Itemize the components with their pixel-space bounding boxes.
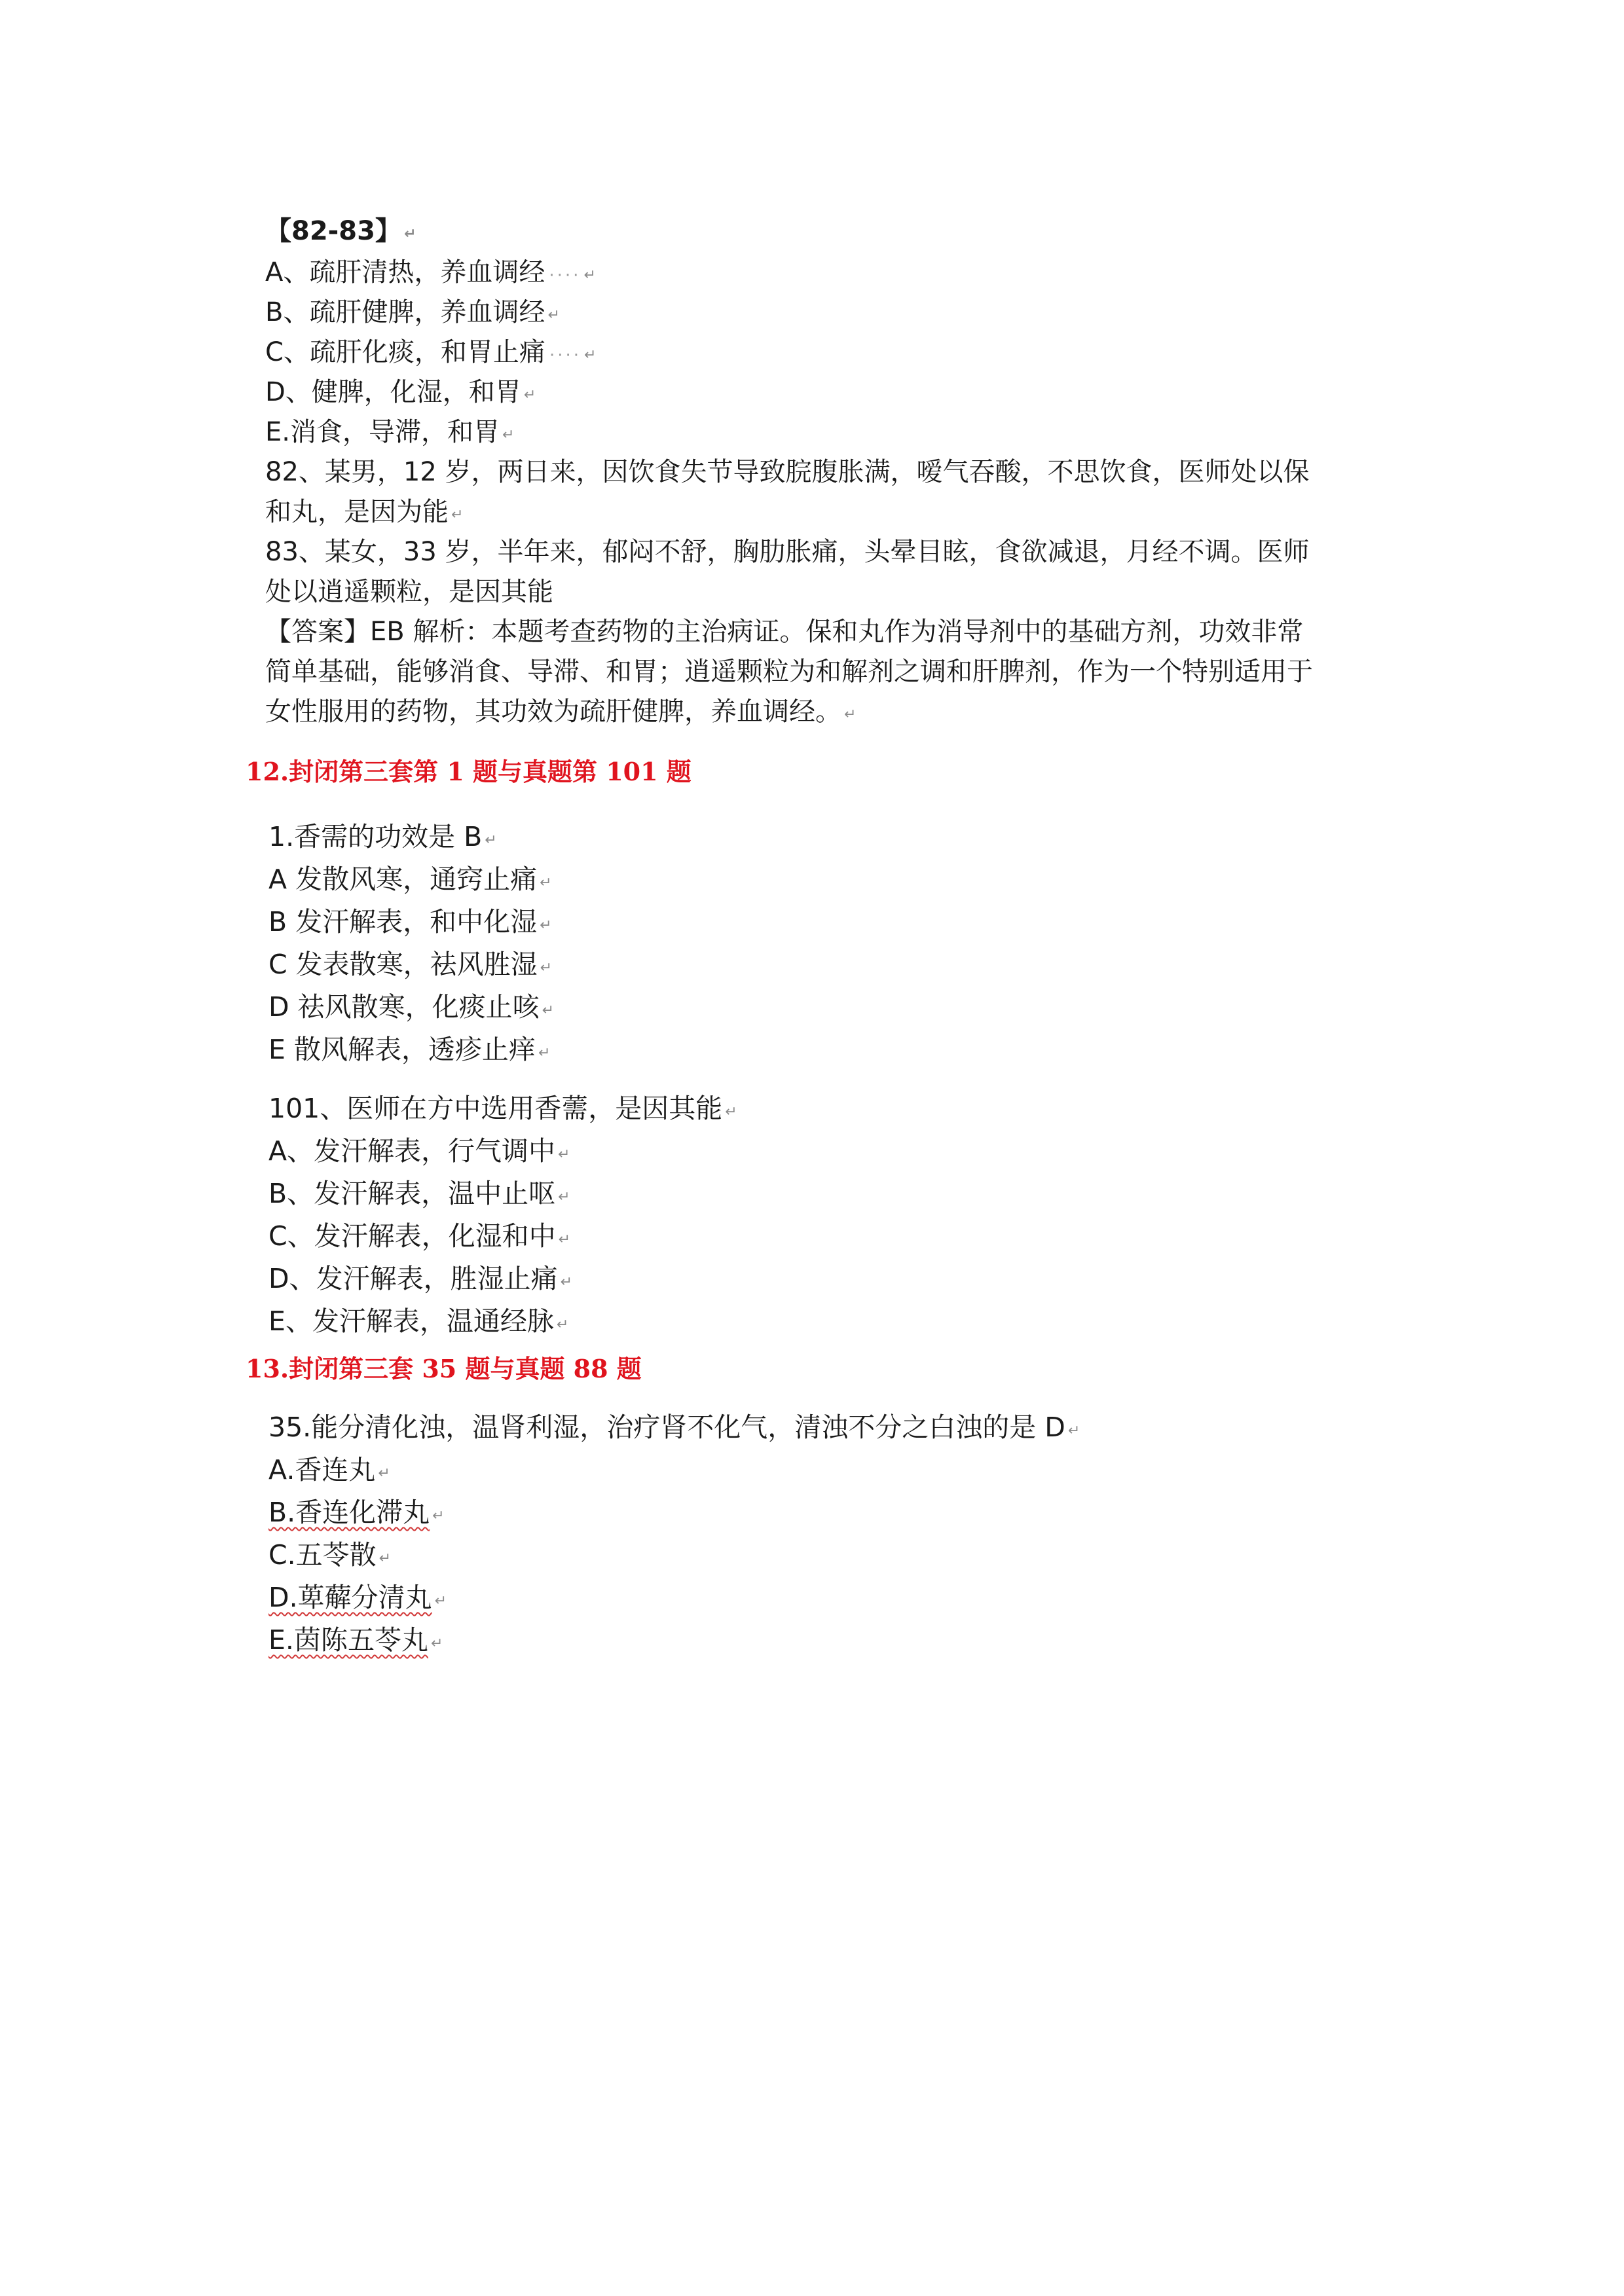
question-101: 101、医师在方中选用香薷，是因其能 ↵ — [268, 1095, 737, 1122]
question-82-line-1: 82、某男，12 岁，两日来，因饮食失节导致脘腹胀满，嗳气吞酸，不思饮食，医师处以保 — [265, 457, 1310, 487]
answer-line-3: 女性服用的药物，其功效为疏肝健脾，养血调经。 ↵ — [265, 699, 856, 725]
option-a: A.香连丸 ↵ — [268, 1457, 390, 1484]
option-e: E.茵陈五苓丸 ↵ — [268, 1627, 443, 1654]
option-b: B.香连化滞丸 ↵ — [268, 1499, 445, 1526]
section-heading-13: 13.封闭第三套 35 题与真题 88 题 — [246, 1354, 642, 1383]
option-101-e: E、发汗解表，温通经脉 ↵ — [268, 1308, 568, 1335]
option-c: C、疏肝化痰，和胃止痛 ···· ↵ — [265, 339, 596, 365]
option-b: B 发汗解表，和中化湿 ↵ — [268, 909, 552, 936]
option-d: D、健脾，化湿，和胃 ↵ — [265, 379, 536, 405]
option-101-c: C、发汗解表，化湿和中 ↵ — [268, 1223, 570, 1250]
option-d: D.萆薢分清丸 ↵ — [268, 1584, 447, 1611]
answer-line-1: 【答案】EB 解析：本题考查药物的主治病证。保和丸作为消导剂中的基础方剂，功效非常 — [265, 617, 1304, 647]
option-a: A、疏肝清热，养血调经 ···· ↵ — [265, 259, 596, 285]
question-83-line-1: 83、某女，33 岁，半年来，郁闷不舒，胸肋胀痛，头晕目眩，食欲减退，月经不调。医师 — [265, 537, 1310, 567]
option-e: E 散风解表，透疹止痒 ↵ — [268, 1036, 550, 1063]
question-1: 1.香需的功效是 B ↵ — [268, 824, 497, 850]
option-b: B、疏肝健脾，养血调经 ↵ — [265, 299, 560, 325]
option-101-a: A、发汗解表，行气调中 ↵ — [268, 1138, 570, 1165]
option-a: A 发散风寒，通窍止痛 ↵ — [268, 866, 552, 893]
option-d: D 祛风散寒，化痰止咳 ↵ — [268, 994, 554, 1021]
section-heading-12: 12.封闭第三套第 1 题与真题第 101 题 — [246, 757, 692, 786]
option-101-d: D、发汗解表，胜湿止痛 ↵ — [268, 1266, 572, 1292]
question-82-line-2: 和丸，是因为能 ↵ — [265, 499, 463, 525]
answer-line-2: 简单基础，能够消食、导滞、和胃；逍遥颗粒为和解剂之调和肝脾剂，作为一个特别适用于 — [265, 657, 1313, 687]
question-83-line-2: 处以逍遥颗粒，是因其能 — [265, 577, 553, 607]
option-e: E.消食，导滞，和胃 ↵ — [265, 419, 514, 445]
group-header: 【82-83】 ↵ — [265, 218, 416, 244]
question-35: 35.能分清化浊，温肾利湿，治疗肾不化气，清浊不分之白浊的是 D ↵ — [268, 1414, 1080, 1441]
option-c: C.五苓散 ↵ — [268, 1542, 391, 1569]
option-101-b: B、发汗解表，温中止呕 ↵ — [268, 1180, 570, 1207]
option-c: C 发表散寒，祛风胜湿 ↵ — [268, 951, 552, 978]
